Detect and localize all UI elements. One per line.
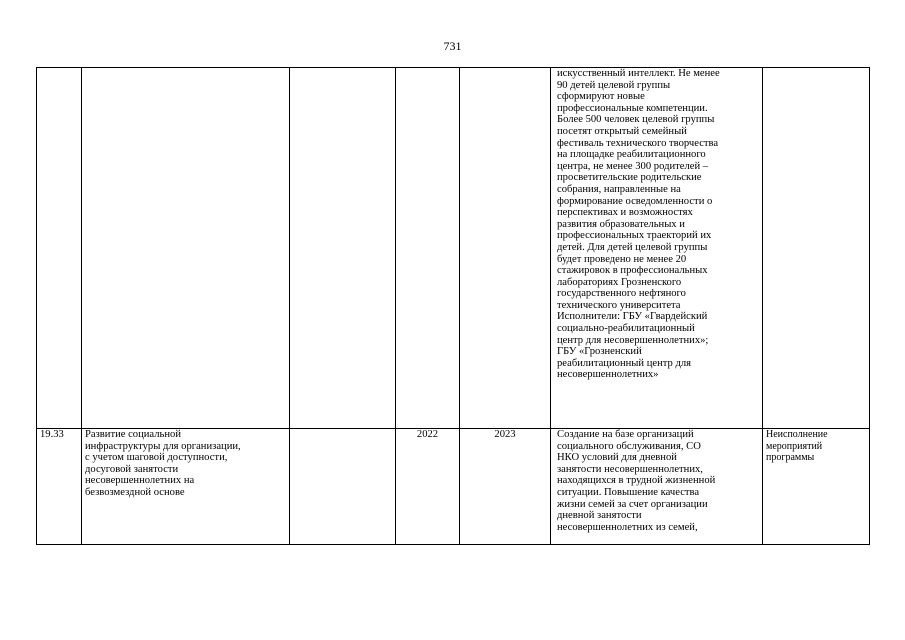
- page-number: 731: [443, 39, 462, 53]
- row-number-cell: [37, 68, 82, 429]
- start-year-cell: [396, 68, 460, 429]
- expected-result-cell: Создание на базе организаций социального обслуживания, СО НКО условий для дневной занятости несовершеннолетних, находящихся в трудной жизненной ситуации. Повышение качества жизни семей за счет организации дневной занятости несовершеннолетних из семей,: [551, 429, 763, 545]
- risk-cell: Неисполнение мероприятий программы: [763, 429, 870, 545]
- start-year-cell: 2022: [396, 429, 460, 545]
- program-table: [36, 67, 870, 545]
- table-row: [37, 429, 870, 545]
- executor-cell: [290, 429, 396, 545]
- end-year-cell: [460, 68, 551, 429]
- table-row: [37, 68, 870, 429]
- activity-name-cell: [82, 68, 290, 429]
- end-year-cell: 2023: [460, 429, 551, 545]
- risk-cell: [763, 68, 870, 429]
- executor-cell: [290, 68, 396, 429]
- activity-name-cell: Развитие социальной инфраструктуры для организации, с учетом шаговой доступности, досуговой занятости несовершеннолетних на безвозмездной основе: [82, 429, 290, 545]
- expected-result-cell: искусственный интеллект. Не менее 90 детей целевой группы сформируют новые профессиональные компетенции. Более 500 человек целевой группы посетят открытый семейный фестиваль технического творчества на площадке реабилитационного центра, не менее 300 родителей – просветительские родительские собрания, направленные на формирование осведомленности о перспективах и возможностях развития образовательных и профессиональных траекторий их детей. Для детей целевой группы будет проведено не менее 20 стажировок в профессиональных лабораториях Грозненского государственного нефтяного технического университета Исполнители: ГБУ «Гвардейский социально-реабилитационный центр для несовершеннолетних»; ГБУ «Грозненский реабилитационный центр для несовершеннолетних»: [551, 68, 763, 429]
- row-number-cell: 19.33: [37, 429, 82, 545]
